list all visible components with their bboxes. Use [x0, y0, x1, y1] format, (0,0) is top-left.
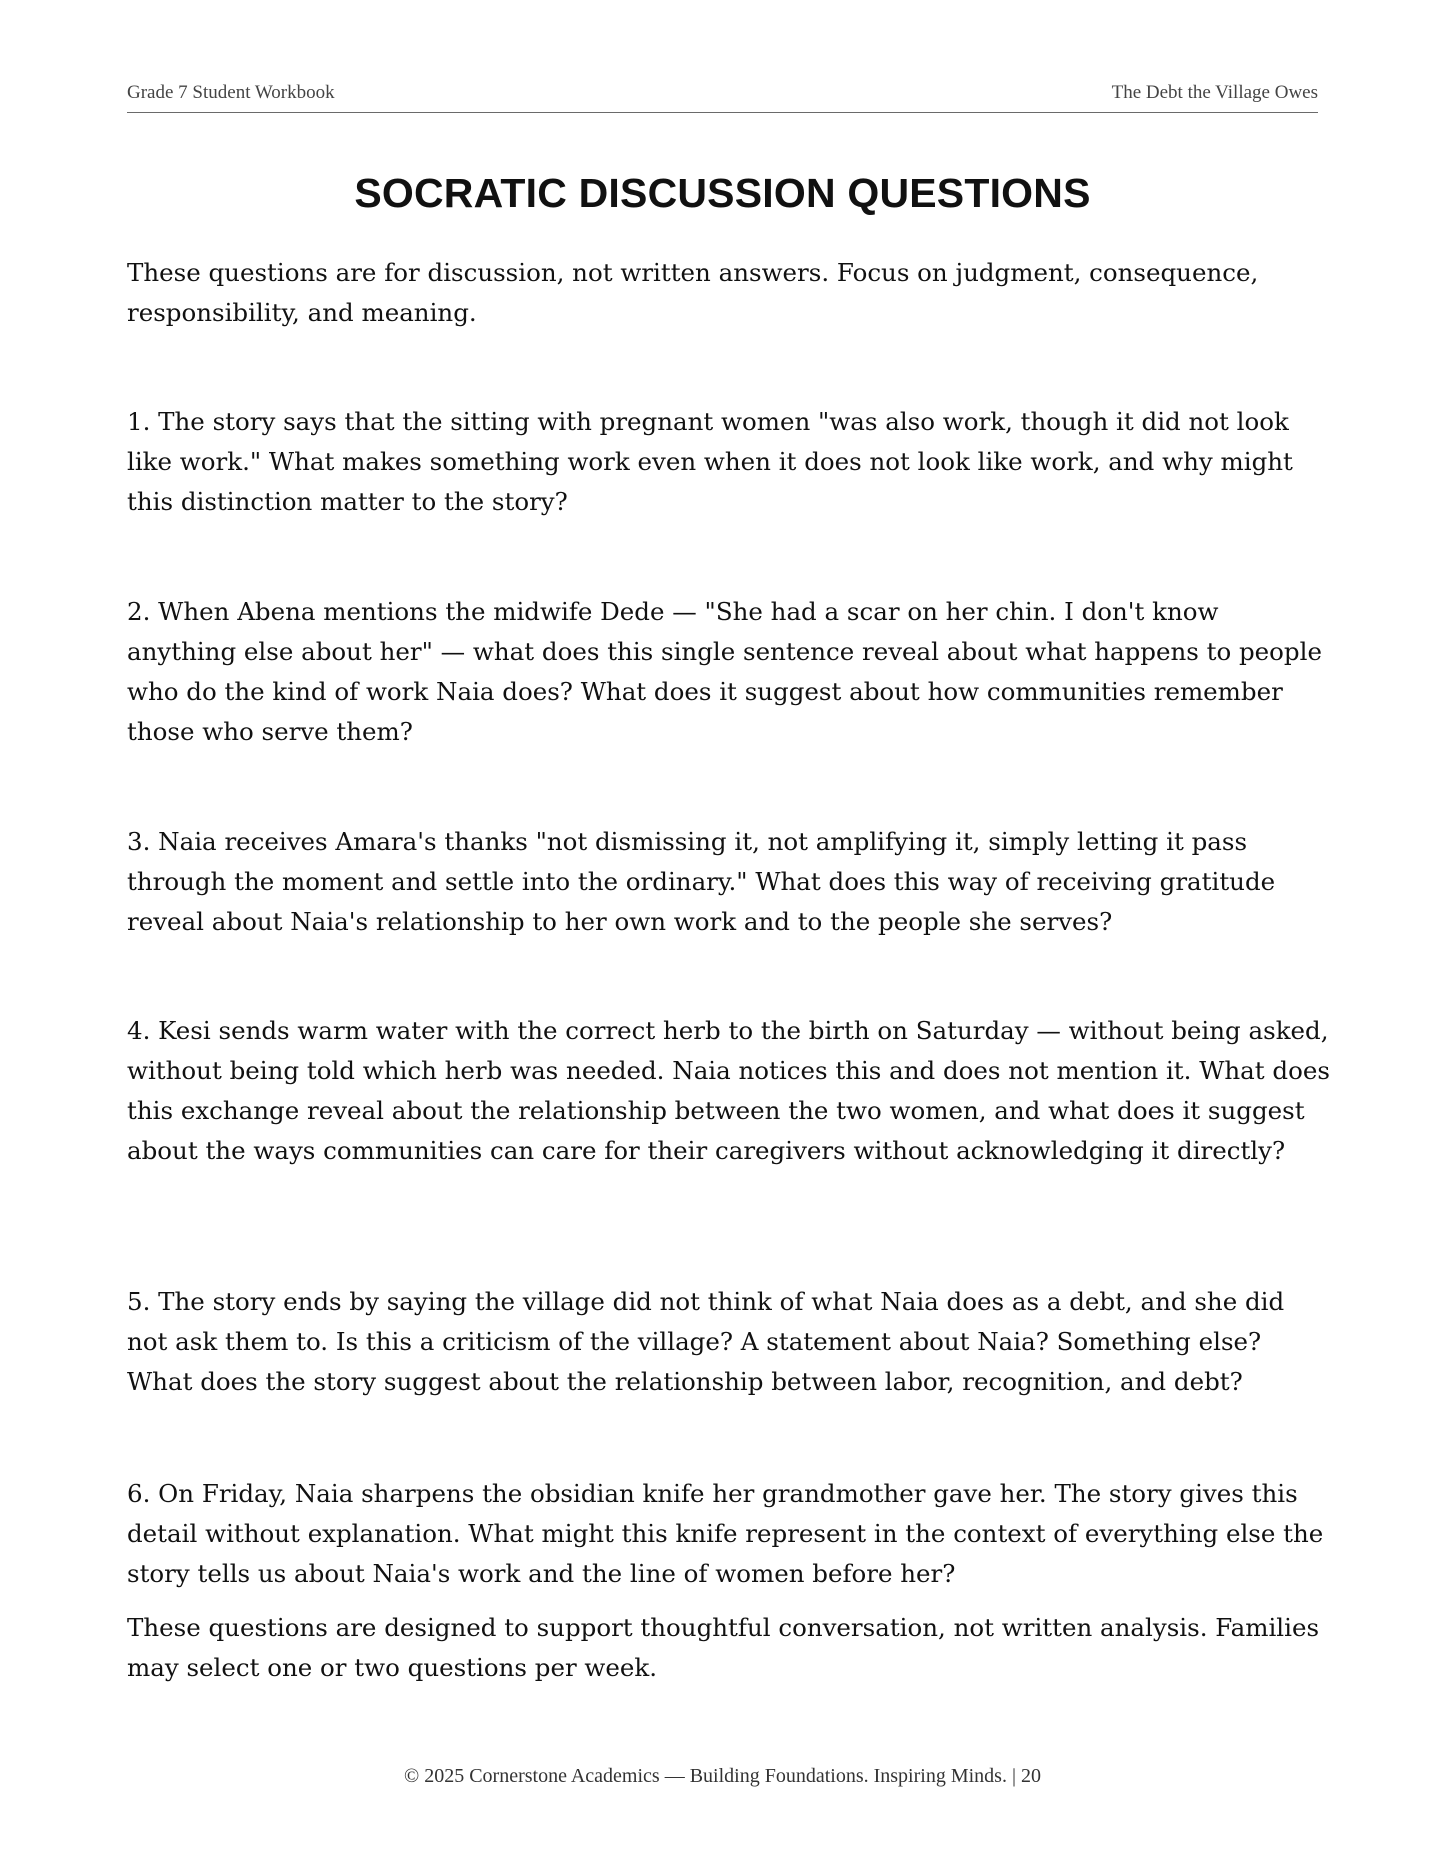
- page-title: SOCRATIC DISCUSSION QUESTIONS: [354, 170, 1091, 216]
- question-5: 5. The story ends by saying the village did not think of what Naia does as a debt, and she did not ask them to. Is this a criticism of the village? A statement about Naia? Something else? What does the story suggest about the relationship between labor, recognition, and debt?: [127, 1287, 1285, 1396]
- header-story-title: The Debt the Village Owes: [1111, 82, 1318, 103]
- question-4: 4. Kesi sends warm water with the correct herb to the birth on Saturday — without being asked, without being told which herb was needed. Naia notices this and does not mention it. What does this exchange reveal about the relationship between the two women, and what does it suggest about the ways communities can care for their caregivers without acknowledging it directly?: [127, 1016, 1330, 1165]
- question-1: 1. The story says that the sitting with pregnant women "was also work, though it did not look like work." What makes something work even when it does not look like work, and why might this distinction matter to the story?: [127, 407, 1293, 516]
- question-6: 6. On Friday, Naia sharpens the obsidian knife her grandmother gave her. The story gives this detail without explanation. What might this knife represent in the context of everything else the story tells us about Naia's work and the line of women before her?: [127, 1479, 1324, 1588]
- closing-note: These questions are designed to support thoughtful conversation, not written analysis. Families may select one or two questions per week.: [127, 1613, 1320, 1682]
- intro-paragraph: These questions are for discussion, not written answers. Focus on judgment, consequence, responsibility, and meaning.: [127, 258, 1259, 327]
- header-workbook-label: Grade 7 Student Workbook: [127, 82, 335, 103]
- question-3: 3. Naia receives Amara's thanks "not dismissing it, not amplifying it, simply letting it pass through the moment and settle into the ordinary." What does this way of receiving gratitude reveal about Naia's relationship to her own work and to the people she serves?: [127, 827, 1276, 936]
- page-footer: © 2025 Cornerstone Academics — Building Foundations. Inspiring Minds. | 20: [404, 1765, 1041, 1787]
- running-header: [127, 82, 1318, 113]
- question-2: 2. When Abena mentions the midwife Dede — "She had a scar on her chin. I don't know anything else about her" — what does this single sentence reveal about what happens to people who do the kind of work Naia does? What does it suggest about how communities remember those who serve them?: [127, 597, 1322, 746]
